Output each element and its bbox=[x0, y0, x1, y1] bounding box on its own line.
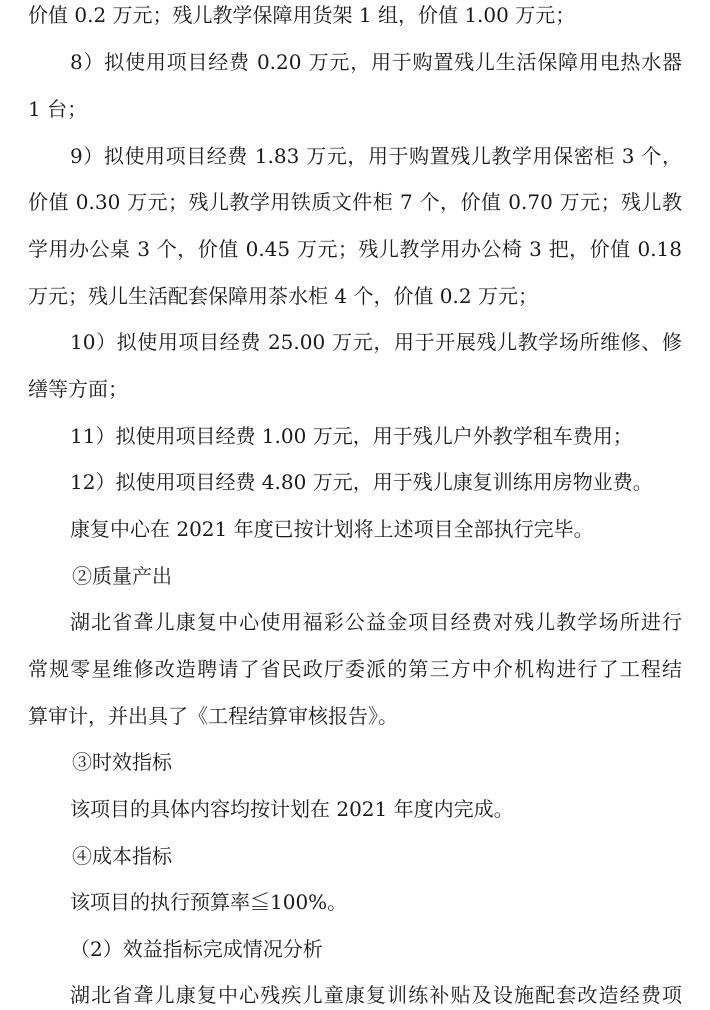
paragraph-line: 缮等方面； bbox=[28, 377, 128, 401]
paragraph-line: 湖北省聋儿康复中心残疾儿童康复训练补贴及设施配套改造经费项 bbox=[70, 983, 682, 1007]
paragraph-line: 8）拟使用项目经费 0.20 万元，用于购置残儿生活保障用电热水器 bbox=[70, 50, 682, 74]
section-heading: ④成本指标 bbox=[72, 844, 172, 868]
section-heading: ②质量产出 bbox=[72, 564, 172, 588]
section-heading: ③时效指标 bbox=[72, 750, 172, 774]
paragraph-line: 该项目的执行预算率≦100%。 bbox=[70, 890, 348, 914]
paragraph-line: 10）拟使用项目经费 25.00 万元，用于开展残儿教学场所维修、修 bbox=[70, 330, 682, 354]
paragraph-line: 1 台； bbox=[28, 97, 88, 121]
paragraph-line: 9）拟使用项目经费 1.83 万元，用于购置残儿教学用保密柜 3 个， bbox=[70, 144, 682, 168]
paragraph-line: 12）拟使用项目经费 4.80 万元，用于残儿康复训练用房物业费。 bbox=[70, 470, 653, 494]
paragraph-line: 价值 0.30 万元；残儿教学用铁质文件柜 7 个，价值 0.70 万元；残儿教 bbox=[28, 190, 682, 214]
paragraph-line: 算审计，并出具了《工程结算审核报告》。 bbox=[28, 704, 398, 728]
paragraph-line: 11）拟使用项目经费 1.00 万元，用于残儿户外教学租车费用； bbox=[70, 424, 633, 448]
paragraph-line: 常规零星维修改造聘请了省民政厅委派的第三方中介机构进行了工程结 bbox=[28, 657, 682, 681]
paragraph-line: 康复中心在 2021 年度已按计划将上述项目全部执行完毕。 bbox=[70, 517, 594, 541]
paragraph-line: 学用办公桌 3 个，价值 0.45 万元；残儿教学用办公椅 3 把，价值 0.18 bbox=[28, 237, 682, 261]
paragraph-line: 湖北省聋儿康复中心使用福彩公益金项目经费对残儿教学场所进行 bbox=[70, 610, 682, 634]
paragraph-line: 价值 0.2 万元；残儿教学保障用货架 1 组，价值 1.00 万元； bbox=[28, 3, 576, 27]
section-heading: （2）效益指标完成情况分析 bbox=[70, 937, 323, 961]
paragraph-line: 万元；残儿生活配套保障用茶水柜 4 个，价值 0.2 万元； bbox=[28, 284, 538, 308]
paragraph-line: 该项目的具体内容均按计划在 2021 年度内完成。 bbox=[70, 797, 514, 821]
